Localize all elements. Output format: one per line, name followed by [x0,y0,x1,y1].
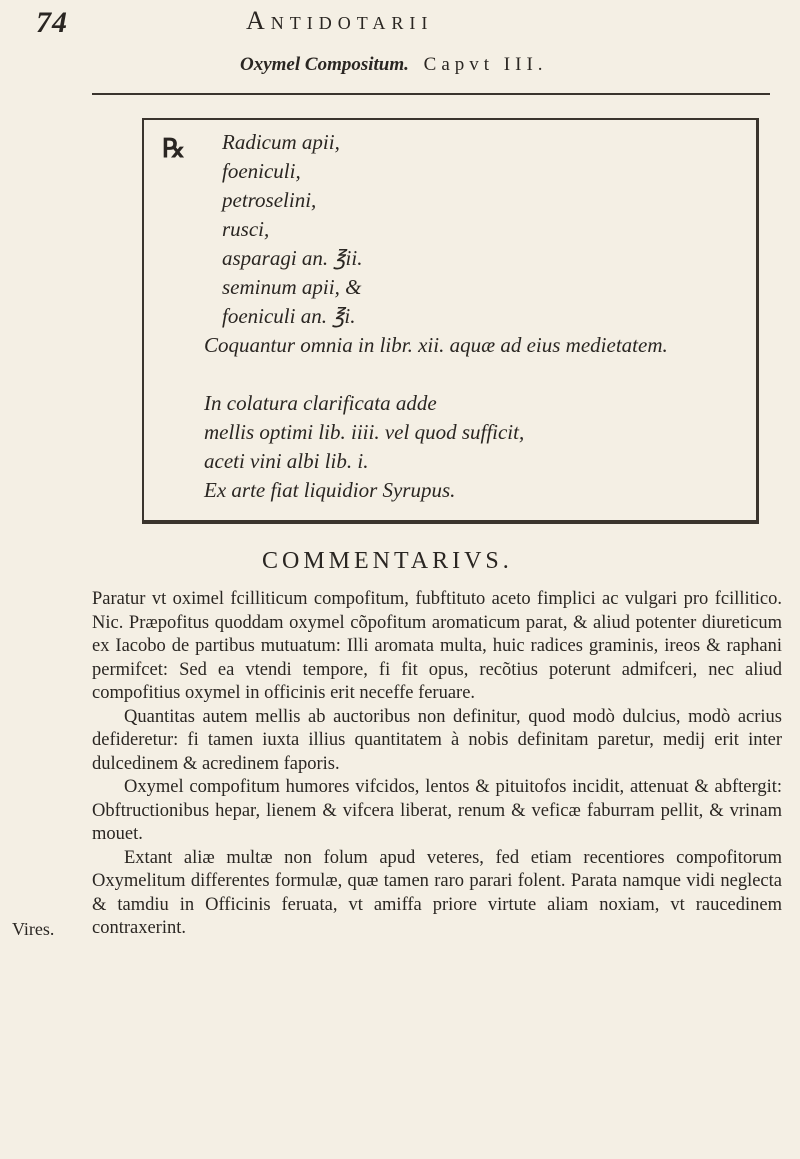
recipe-line: foeniculi, [222,159,301,183]
margin-note: Vires. [12,919,55,939]
commentary-body [92,588,782,941]
recipe-line: petroselini, [222,188,317,212]
chapter-heading [240,54,548,76]
recipe-symbol-icon: ℞ [162,134,186,163]
recipe-line: aceti vini albi lib. i. [204,449,369,473]
recipe-line: seminum apii, & [222,275,362,299]
recipe-line: Radicum apii, [222,130,340,154]
recipe-line: foeniculi an. ℥i. [222,304,356,328]
header-rule [92,93,770,95]
recipe-line: Coquantur omnia in libr. xii. aquæ ad eius medietatem. [204,333,668,357]
commentary-title: COMMENTARIVS. [262,548,513,574]
running-title: Antidotarii [246,6,434,35]
recipe-line: rusci, [222,217,270,241]
recipe-line: In colatura clarificata adde [204,391,437,415]
chapter-label: Capvt III. [423,54,548,75]
chapter-subject: Oxymel Compositum. [240,54,409,75]
commentary-paragraph: Oxymel compofitum humores vifcidos, lentos & pituitofos incidit, attenuat & abftergit: Obftructionibus hepar, lienem & vifcera liberat, renum & veficæ faburram pellit, & vrinam mouet. [92,777,782,844]
recipe-line: asparagi an. ℥ii. [222,246,363,270]
recipe-line: mellis optimi lib. iiii. vel quod sufficit, [204,420,525,444]
commentary-paragraph: Quantitas autem mellis ab auctoribus non definitur, quod modò dulcius, modò acrius defideretur: fi tamen iuxta illius quantitatem à nobis definitam paretur, medij erit inter dulcedinem & acredinem faporis. [92,706,782,774]
commentary-paragraph: Paratur vt oximel fcilliticum compofitum, fubftituto aceto fimplici ac vulgari pro fcillitico. Nic. Præpofitus quoddam oxymel cõpofitum aromaticum parat, & aliud potenter diureticum ex Iacobo de partibus mutuatum: Illi aromata multa, huic radices graminis, ireos & raphani permifcet: Sed ea vtendi tempore, fi fit opus, recõtius poterunt admifceri, nec aliud compofitius oxymel in officinis erit neceffe feruare. [92,589,782,703]
commentary-paragraph: Extant aliæ multæ non folum apud veteres, fed etiam recentiores compofitorum Oxymelitum differentes formulæ, quæ tamen raro parari folent. Parata namque vidi neglecta & tamdiu in Officinis feruata, vt amiffa priore virtute aliam noxiam, vt raucedinem contraxerint. [92,847,782,938]
recipe-line: Ex arte fiat liquidior Syrupus. [204,478,456,502]
recipe-frame [142,118,759,524]
page-number: 74 [36,6,68,39]
